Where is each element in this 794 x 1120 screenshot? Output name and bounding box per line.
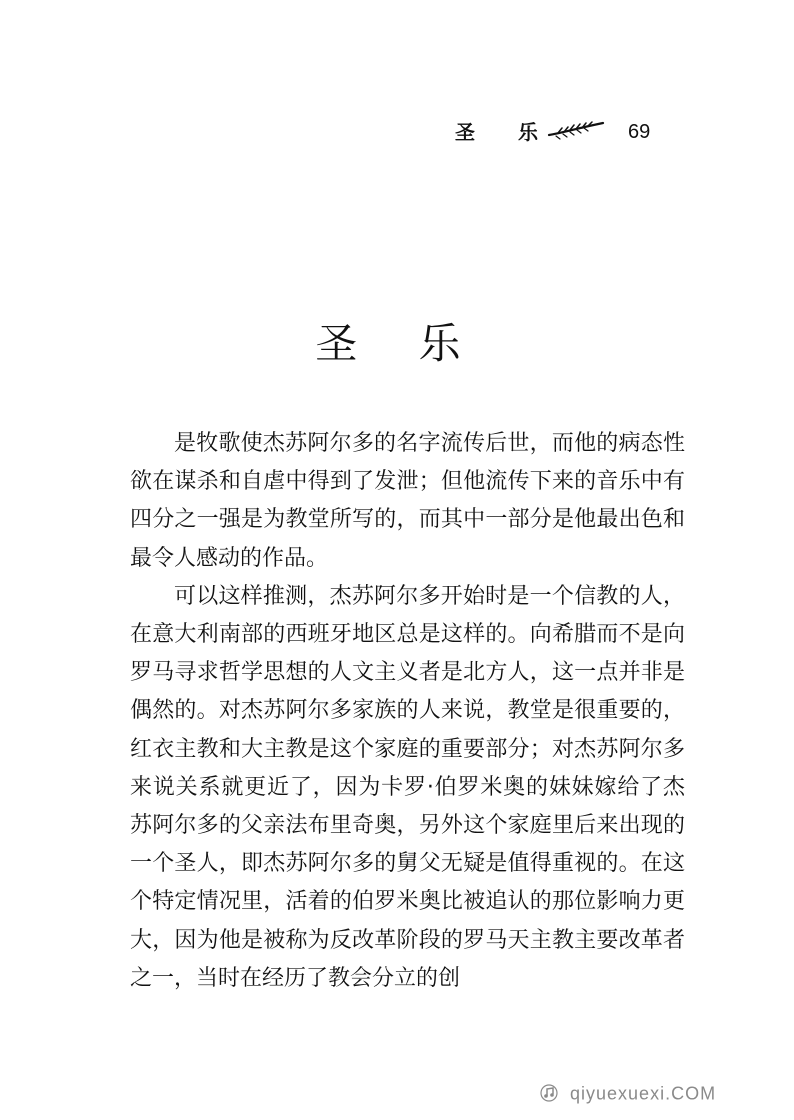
page-number: 69 [628,121,651,143]
quill-ornament-icon [546,120,606,140]
chapter-title: 圣 乐 [315,319,485,369]
paragraph-1: 是牧歌使杰苏阿尔多的名字流传后世，而他的病态性欲在谋杀和自虐中得到了发泄；但他流传下来的音乐中有四分之一强是为教堂所写的，而其中一部分是他最出色和最令人感动的作品。 [130,431,685,571]
watermark-text: qiyuexuexi.COM [570,1083,717,1104]
paragraph-2: 可以这样推测，杰苏阿尔多开始时是一个信教的人，在意大利南部的西班牙地区总是这样的。向希腊而不是向罗马寻求哲学思想的人文主义者是北方人，这一点并非是偶然的。对杰苏阿尔多家族的人来说，教堂是很重要的，红衣主教和大主教是这个家庭的重要部分；对杰苏阿尔多来说关系就更近了，因为卡罗·伯罗米奥的妹妹嫁给了杰苏阿尔多的父亲法布里奇奥，另外这个家庭里后来出现的一个圣人，即杰苏阿尔多的舅父无疑是值得重视的。在这个特定情况里，活着的伯罗米奥比被追认的那位影响力更大，因为他是被称为反改革阶段的罗马天主教主要改革者之一，当时在经历了教会分立的创 [130,583,685,991]
note-icon [540,1084,558,1102]
running-header [455,118,685,148]
running-header-title: 圣 乐 [455,120,556,144]
body-text [130,425,685,998]
site-watermark [540,1078,790,1106]
